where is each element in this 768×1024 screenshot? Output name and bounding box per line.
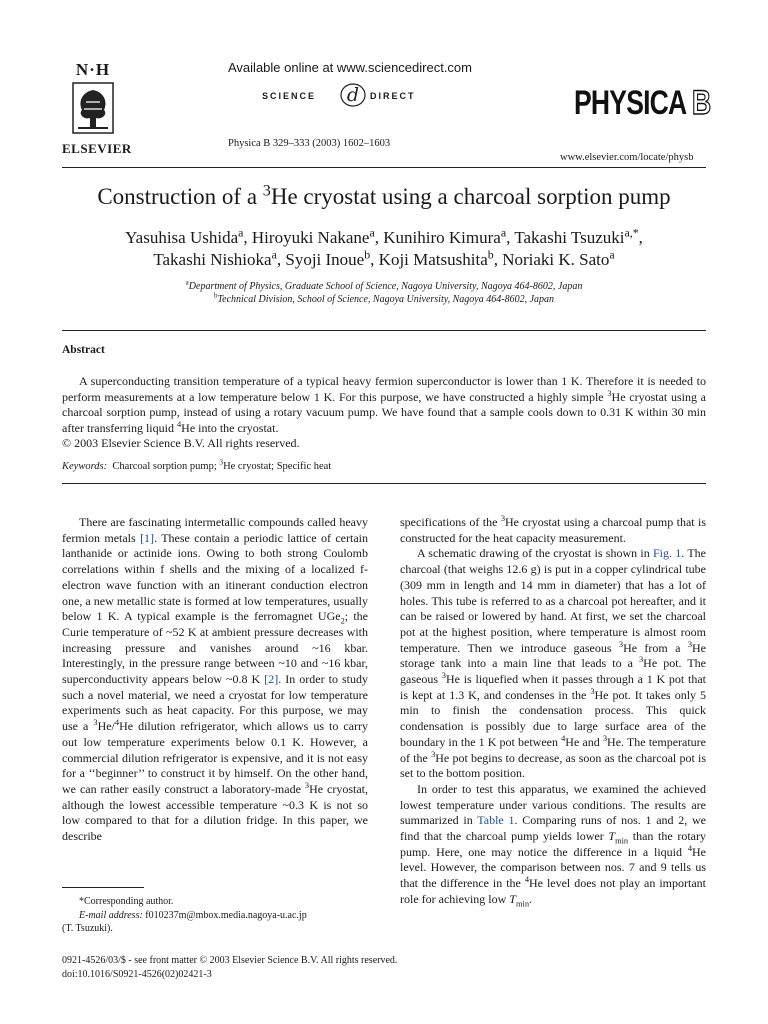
keywords: Keywords: Charcoal sorption pump; $^3$He cryostat; Specific heat	[62, 457, 332, 472]
journal-reference: Physica B 329–333 (2003) 1602–1603	[228, 138, 391, 149]
available-online-text: Available online at www.sciencedirect.com	[228, 60, 472, 75]
abstract-text: A superconducting transition temperature of a typical heavy fermion superconductor is lower than 1 K. Therefore it is needed to perform measurements at a low temperature below 1 K. For this purpose, we have constructed a highly simple $^3$He cryostat using a charcoal sorption pump, instead of using a rotary vacuum pump. We have found that a sample cools down to 0.31 K within 30 min after transferring liquid $^4$He into the cryostat. © 2003 Elsevier Science B.V. All rights reserved.	[62, 374, 706, 451]
sd-mark-text: d	[346, 84, 360, 106]
reference-link[interactable]: [2]	[264, 672, 279, 687]
publisher-logo-text: N·H	[75, 60, 111, 79]
author-list	[40, 227, 728, 271]
author[interactable]: Takashi Nishioka$^a$	[153, 247, 277, 269]
publisher-name: ELSEVIER	[62, 141, 132, 156]
paper-title: Construction of a $^3$He cryostat using a charcoal sorption pump	[97, 182, 671, 209]
email-address[interactable]: f010237m@mbox.media.nagoya-u.ac.jp	[142, 909, 307, 921]
author[interactable]: Takashi Tsuzuki$^{a,*}$	[514, 225, 639, 247]
copyright-notice: © 2003 Elsevier Science B.V. All rights reserved.	[62, 436, 300, 451]
body-column-left	[62, 515, 368, 845]
journal-logo-letter: B	[692, 84, 711, 122]
body-column-right	[400, 515, 706, 908]
front-matter	[62, 954, 397, 981]
paragraph: A schematic drawing of the cryostat is shown in Fig. 1. The charcoal (that weighs 12.6 g) is put in a copper cylindrical tube (309 mm in length and 14 mm in diameter) that has a lot of holes. This tube is referred to as a charcoal pot hereafter, and it can be raised or lowered by hand. At first, we set the charcoal pot at the highest position, where temperature is almost room temperature. Then we introduce gaseous $^3$He from a $^3$He storage tank into a main line that leads to a $^3$He pot. The gaseous $^3$He is liquefied when it passes through a 1 K pot that is kept at 1.3 K, and condenses in the $^3$He pot. It takes only 5 min to finish the condensation process. This quick condensation is possibly due to large surface area of the boundary in the 1 K pot between $^4$He and $^3$He. The temperature of the $^3$He pot begins to decrease, as soon as the charcoal pot is set to the bottom position.	[400, 546, 707, 781]
figure-link[interactable]: Fig. 1	[653, 546, 682, 561]
doi-line[interactable]: doi:10.1016/S0921-4526(02)02421-3	[62, 968, 212, 980]
issn-line: 0921-4526/03/$ - see front matter © 2003 Elsevier Science B.V. All rights reserved.	[62, 955, 398, 966]
journal-url[interactable]: www.elsevier.com/locate/physb	[560, 152, 694, 163]
footnote-name: (T. Tsuzuki).	[62, 923, 113, 934]
author[interactable]: Yasuhisa Ushida$^a$	[125, 225, 244, 247]
journal-logo	[574, 84, 710, 123]
paragraph: specifications of the $^3$He cryostat using a charcoal pump that is constructed for the heat capacity measurement.	[400, 514, 706, 545]
author[interactable]: Syoji Inoue$^b$	[285, 247, 371, 269]
author[interactable]: Kunihiro Kimura$^a$	[383, 225, 507, 247]
sciencedirect-logo	[262, 82, 462, 112]
affiliation-b: $^b$Technical Division, School of Science, Nagoya University, Nagoya 464-8602, Japan	[213, 291, 555, 305]
reference-link[interactable]: [1]	[140, 530, 155, 545]
sciencedirect-mark-icon	[340, 82, 366, 108]
paragraph: In order to test this apparatus, we examined the achieved lowest temperature under various conditions. The results are summarized in Table 1. Comparing runs of nos. 1 and 2, we find that the charcoal pump yields lower $T_{min}$ than the rotary pump. Here, one may notice the difference in a liquid $^4$He level. However, the comparison between nos. 7 and 9 tells us that the difference in the $^4$He level does not play an important role for achieving low $T_{min}$.	[400, 781, 706, 909]
keywords-label: Keywords:	[62, 461, 108, 472]
author-line-2: Takashi Nishioka$^a$, Syoji Inoue$^b$, Koji Matsushita$^b$, Noriaki K. Sato$^a$	[153, 247, 615, 269]
sd-right-text: DIRECT	[370, 91, 416, 101]
header-divider	[62, 167, 706, 168]
keywords-divider	[62, 483, 706, 484]
corresponding-author: *Corresponding author.	[79, 896, 174, 907]
author[interactable]: Hiroyuki Nakane$^a$	[251, 225, 375, 247]
email-line: E-mail address: f010237m@mbox.media.nagoya-u.ac.jp	[79, 909, 307, 921]
journal-logo-main: PHYSICA	[574, 84, 693, 122]
footnote	[62, 895, 368, 936]
sd-left-text: SCIENCE	[262, 91, 317, 101]
author[interactable]: Noriaki K. Sato$^a$	[502, 247, 615, 269]
publisher-logo	[62, 60, 132, 160]
author-line-1: Yasuhisa Ushida$^a$, Hiroyuki Nakane$^a$, Kunihiro Kimura$^a$, Takashi Tsuzuki$^{a,*}$,	[125, 225, 643, 247]
elsevier-tree-icon	[72, 82, 114, 134]
affiliation-a: $^a$Department of Physics, Graduate School of Science, Nagoya University, Nagoya 464-8602, Japan	[185, 278, 583, 292]
paragraph: There are fascinating intermetallic compounds called heavy fermion metals [1]. These contain a periodic lattice of certain lanthanide or actinide ions. Owing to both strong Coulomb correlations within f shells and the mixing of a localized f-electron wave function with an itinerant conduction electron one, a new metallic state is formed at low temperatures, usually below 1 K. A typical example is the ferromagnet UGe$_2$; the Curie temperature of ~52 K at ambient pressure decreases with increasing pressure and vanishes around ~16 kbar. Interestingly, in the pressure range between ~10 and ~16 kbar, superconductivity appears below ~0.8 K [2]. In order to study such a novel material, we need a cryostat for low temperature experiments such as heat capacity. For this purpose, we may use a $^3$He/$^4$He dilution refrigerator, which allows us to carry out low temperature experiments below 0.1 K. However, a commercial dilution refrigerator is expensive, and it is not easy for a ‘‘beginner’’ to construct it by himself. On the other hand, we can rather easily construct a laboratory-made $^3$He cryostat, although the lowest accessible temperature ~0.3 K is not so low compared to that for a dilution fridge. In this paper, we describe	[62, 515, 369, 844]
table-link[interactable]: Table 1	[477, 813, 515, 828]
abstract-divider	[62, 330, 706, 331]
author[interactable]: Koji Matsushita$^b$	[378, 247, 494, 269]
abstract-heading: Abstract	[62, 344, 105, 356]
footnote-divider	[62, 887, 144, 888]
